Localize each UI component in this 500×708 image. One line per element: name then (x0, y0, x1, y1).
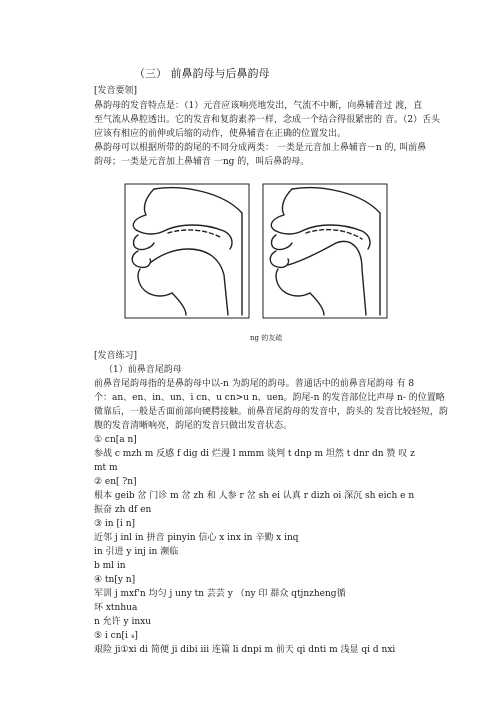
example-1-line-2: mt m (94, 463, 118, 473)
figure-caption: ng 的友疏 (250, 334, 283, 342)
paragraph-3-line-2: 个：an、en、in、un、i cn、u cn>u n、uen。韵尾-n 的发音部位比声母 n- 的位置略 (94, 393, 445, 403)
example-3-label: ③ in [i n] (94, 519, 136, 529)
example-2-label: ② en[ ?n] (94, 477, 137, 487)
example-5-label: ⑤ i cn[i ₄] (94, 631, 138, 641)
paragraph-2-line-2: 韵母；一类是元音加上鼻辅音 一ng 的，叫后鼻韵母。 (94, 157, 310, 167)
mouth-diagram-front-nasal (125, 184, 249, 318)
example-4-line-2: 环 xtnhua (94, 603, 138, 613)
section-title: （三） 前鼻韵母与后鼻韵母 (134, 67, 270, 80)
example-3-line-3: b ml in (94, 561, 126, 571)
example-4-line-1: 军训 j mxf'n 均匀 j uny tn 芸芸 y （ny 印 群众 qtjnzheng循 (94, 589, 346, 599)
example-5-line-1: 艰险 ji①xi di 简便 ji dibi ⅲ 连篇 li dnpi m 前天 qi dnti m 浅显 qi d nxi (94, 645, 396, 655)
paragraph-3-line-1: 前鼻音尾韵母指的是鼻韵母中以-n 为韵尾的韵母。普通话中的前鼻音尾韵母 有 8 (94, 379, 415, 389)
paragraph-3-line-4: 腹的发音清晰响亮，韵尾的发音只做出发音状态。 (94, 421, 293, 431)
pronunciation-essentials-heading: [发音要领] (94, 86, 138, 96)
paragraph-2-line-1: 鼻韵母可以根据所带的韵尾的不同分成两类： 一类是元音加上鼻辅音－n 的, 叫前鼻 (94, 143, 427, 153)
practice-heading: [发音练习] (94, 351, 138, 361)
paragraph-1-line-3: 应该有相应的前伸或后缩的动作，使鼻辅音在正确的位置发出。 (94, 129, 347, 139)
example-4-label: ④ tn[y n] (94, 575, 136, 585)
example-2-line-2: 振奋 zh df en (94, 505, 152, 515)
example-2-line-1: 根本 geib 岔 门诊 m 岔 zh 和 人参 r 岔 sh ei 认真 r dizh oi 深沉 sh eich e n (94, 491, 415, 501)
example-3-line-1: 近邻 j inl in 拼音 pinyin 信心 x inx in 辛勤 x inq (94, 533, 299, 543)
paragraph-1-line-1: 鼻韵母的发音特点是：（1）元音应该响亮地发出，气流不中断，向鼻辅音过 渡，直 (94, 101, 423, 111)
example-3-line-2: in 引进 y inj in 濒临 (94, 547, 179, 557)
example-1-line-1: 参战 c mzh m 反感 f dig di 烂漫 l mmm 谈判 t dnp m 坦然 t dnr dn 赞 叹 z (94, 449, 415, 459)
mouth-diagram-back-nasal (263, 184, 387, 318)
subsection-front-nasal: （1）前鼻音尾韵母 (104, 365, 182, 375)
example-4-line-3: n 允许 y inxu (94, 617, 152, 627)
articulation-figure (124, 183, 388, 321)
paragraph-1-line-2: 至气流从鼻腔透出。它的发音和复韵素养一样，念成一个结合得很紧密的 音。（2）舌头 (94, 115, 441, 125)
example-1-label: ① cn[a n] (94, 435, 137, 445)
paragraph-3-line-3: 微靠后，一般是舌面前部向硬腭接触。前鼻音尾韵母的发音中，韵头的 发音比较轻短，韵 (94, 407, 448, 417)
